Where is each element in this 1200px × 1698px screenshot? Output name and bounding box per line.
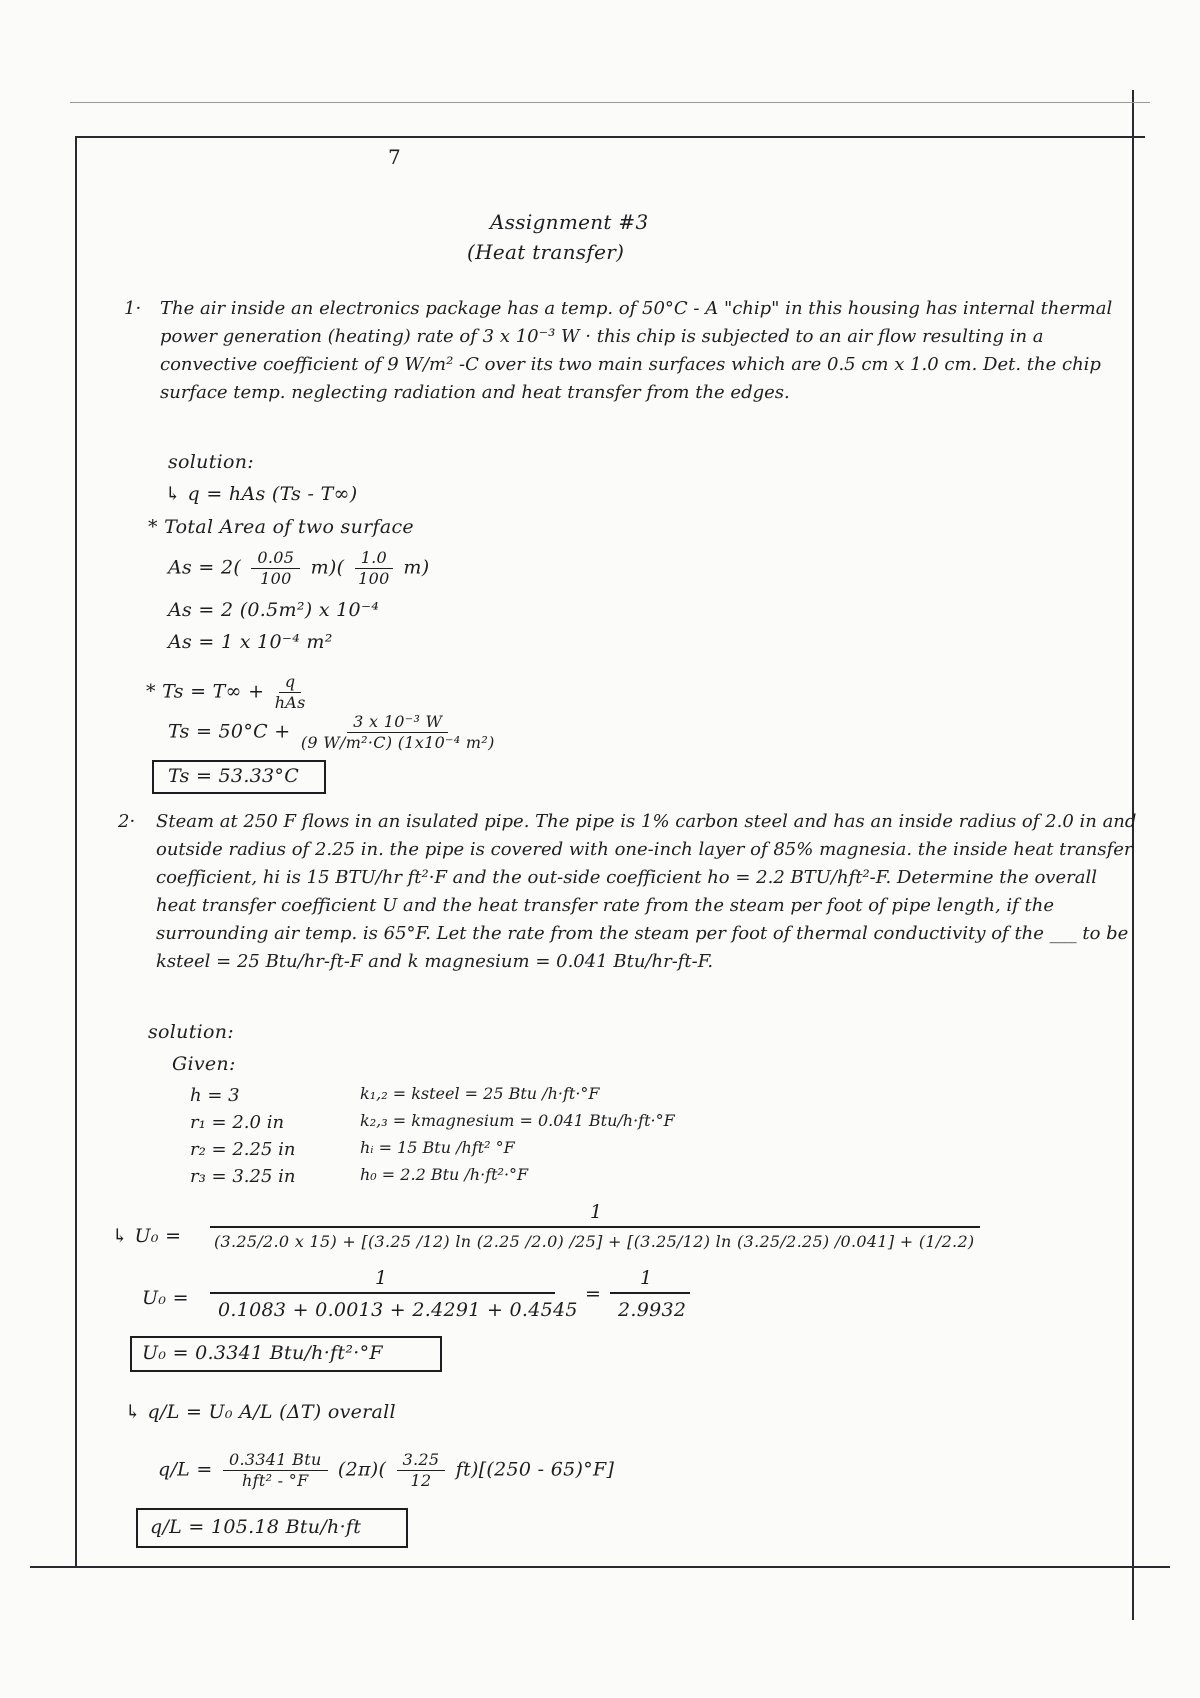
q1-ts-sub-lhs: Ts = 50°C + bbox=[168, 720, 291, 743]
q1-equation-heat: ↳ q = hAs (Ts - T∞) bbox=[165, 483, 358, 505]
question-2-number: 2· bbox=[118, 811, 136, 832]
q2-given-r1: r₁ = 2.0 in bbox=[190, 1112, 285, 1133]
q2-uo-lhs-2: U₀ = bbox=[142, 1287, 189, 1309]
q2-ql2-fraction-2-num: 3.25 bbox=[397, 1450, 446, 1471]
q1-area-step-3: As = 1 x 10⁻⁴ m² bbox=[168, 631, 333, 653]
q2-uo-equals: = bbox=[585, 1283, 602, 1305]
q1-area-lhs: As = 2( bbox=[168, 556, 242, 579]
top-border-line bbox=[75, 136, 1145, 138]
q2-given-ho: h₀ = 2.2 Btu /h·ft²·°F bbox=[360, 1165, 529, 1184]
q1-area-label: * Total Area of two surface bbox=[148, 516, 414, 538]
question-2-text: Steam at 250 F flows in an isulated pipe. The pipe is 1% carbon steel and has an inside radius of 2.0 in and outside radius of 2.25 in. the pipe is covered with one-inch layer of 85% magnesia. the inside heat transfer coefficient, hi is 15 BTU/hr ft²·F and the out-side coefficient ho = 2.2 BTU/hft²-F. Determine the overall heat transfer coefficient U and the heat transfer rate from the steam per foot of pipe length, if the surrounding air temp. is 65°F. Let the rate from the steam per foot of thermal conductivity of the ___ to be ksteel = 25 Btu/hr-ft-F and k magnesium = 0.041 Btu/hr-ft-F. bbox=[156, 811, 1137, 972]
q2-given-r3: r₃ = 3.25 in bbox=[190, 1166, 296, 1187]
q2-uo-lhs: ↳ U₀ = bbox=[112, 1225, 182, 1247]
q2-given-k12: k₁,₂ = ksteel = 25 Btu /h·ft·°F bbox=[360, 1084, 600, 1103]
q2-uo-answer: U₀ = 0.3341 Btu/h·ft²·°F bbox=[142, 1342, 383, 1364]
q2-given-hi: hᵢ = 15 Btu /hft² °F bbox=[360, 1138, 515, 1157]
q2-ql2-fraction-den: hft² - °F bbox=[242, 1471, 309, 1490]
q2-ql2-tail: ft)[(250 - 65)°F] bbox=[455, 1458, 615, 1481]
q2-given-left-list bbox=[190, 1082, 296, 1190]
q1-ts-lhs: * Ts = T∞ + bbox=[146, 680, 265, 703]
q2-uo-numerator: 1 bbox=[590, 1201, 603, 1223]
q2-uo-denominator: (3.25/2.0 x 15) + [(3.25 /12) ln (2.25 /2.0) /25] + [(3.25/12) ln (3.25/2.25) /0.041] + (1/2.2) bbox=[214, 1232, 975, 1251]
question-1-text: The air inside an electronics package has a temp. of 50°C - A "chip" in this housing has internal thermal power generation (heating) rate of 3 x 10⁻³ W · this chip is subjected to an air flow resulting in a convective coefficient of 9 W/m² -C over its two main surfaces which are 0.5 cm x 1.0 cm. Det. the chip surface temp. neglecting radiation and heat transfer from the edges. bbox=[160, 298, 1113, 403]
q1-ts-fraction bbox=[275, 672, 306, 713]
q1-ts-sub-fraction bbox=[301, 712, 495, 753]
q1-ts-fraction-den: hAs bbox=[274, 693, 306, 712]
q1-area-fraction-1-den: 100 bbox=[260, 569, 292, 588]
q2-given-k23: k₂,₃ = kmagnesium = 0.041 Btu/h·ft·°F bbox=[360, 1111, 675, 1130]
q2-ql2-lhs: q/L = bbox=[158, 1458, 213, 1481]
q2-ql-formula: ↳ q/L = U₀ A/L (ΔT) overall bbox=[125, 1401, 396, 1423]
q2-ql-answer: q/L = 105.18 Btu/h·ft bbox=[150, 1516, 362, 1538]
bottom-border-line bbox=[30, 1566, 1170, 1568]
q1-surface-temp-formula bbox=[146, 672, 310, 713]
q2-uo-fraction-bar bbox=[210, 1226, 980, 1228]
top-mark: 7 bbox=[388, 145, 401, 169]
q2-ql2-fraction-2-den: 12 bbox=[410, 1471, 432, 1490]
q2-uo-fraction-bar-2 bbox=[210, 1292, 555, 1294]
q1-area-unit-1: m)( bbox=[310, 556, 345, 579]
q2-given-label: Given: bbox=[172, 1053, 236, 1075]
q2-given-right-list bbox=[360, 1080, 675, 1188]
q1-area-fraction-2-num: 1.0 bbox=[355, 548, 393, 569]
q2-ql2-fraction-num: 0.3341 Btu bbox=[223, 1450, 328, 1471]
q1-area-fraction-1 bbox=[251, 548, 300, 589]
page-title: Assignment #3 bbox=[490, 210, 649, 234]
q2-ql2-fraction-2 bbox=[397, 1450, 446, 1491]
q1-area-fraction-1-num: 0.05 bbox=[251, 548, 300, 569]
q2-uo-result-denominator: 2.9932 bbox=[618, 1299, 687, 1321]
q1-area-fraction-2 bbox=[355, 548, 393, 589]
q2-given-r2: r₂ = 2.25 in bbox=[190, 1139, 296, 1160]
q2-ql2-mid: (2π)( bbox=[337, 1458, 387, 1481]
q2-uo-answer-box bbox=[130, 1336, 442, 1372]
q2-ql2-fraction bbox=[223, 1450, 328, 1491]
top-faint-line bbox=[70, 102, 1150, 103]
question-1-number: 1· bbox=[124, 298, 142, 319]
q1-ts-sub-den: (9 W/m²·C) (1x10⁻⁴ m²) bbox=[300, 733, 495, 752]
q2-uo-result-numerator: 1 bbox=[640, 1267, 653, 1289]
q2-ql-substitution bbox=[158, 1450, 614, 1491]
q1-solution-label: solution: bbox=[168, 451, 254, 473]
q1-area-fraction-2-den: 100 bbox=[358, 569, 390, 588]
q2-ql-answer-box bbox=[136, 1508, 408, 1548]
q2-uo-denominator-2: 0.1083 + 0.0013 + 2.4291 + 0.4545 bbox=[218, 1299, 578, 1321]
q1-answer: Ts = 53.33°C bbox=[168, 765, 300, 787]
q1-ts-fraction-num: q bbox=[279, 672, 302, 693]
q2-uo-numerator-2: 1 bbox=[375, 1267, 388, 1289]
left-border-line bbox=[75, 136, 77, 1566]
page-subtitle: (Heat transfer) bbox=[467, 240, 625, 264]
q1-answer-box bbox=[152, 760, 326, 794]
q2-solution-label: solution: bbox=[148, 1021, 234, 1043]
q2-given-h: h = 3 bbox=[190, 1085, 240, 1106]
q1-area-unit-2: m) bbox=[403, 556, 430, 579]
q1-area-step-2: As = 2 (0.5m²) x 10⁻⁴ bbox=[168, 599, 380, 621]
q2-uo-result-bar bbox=[610, 1292, 690, 1294]
q1-surface-temp-substitution bbox=[168, 712, 499, 753]
question-1 bbox=[124, 295, 1140, 407]
question-2 bbox=[118, 808, 1140, 976]
q1-area-equation bbox=[168, 548, 429, 589]
q1-ts-sub-num: 3 x 10⁻³ W bbox=[347, 712, 448, 733]
